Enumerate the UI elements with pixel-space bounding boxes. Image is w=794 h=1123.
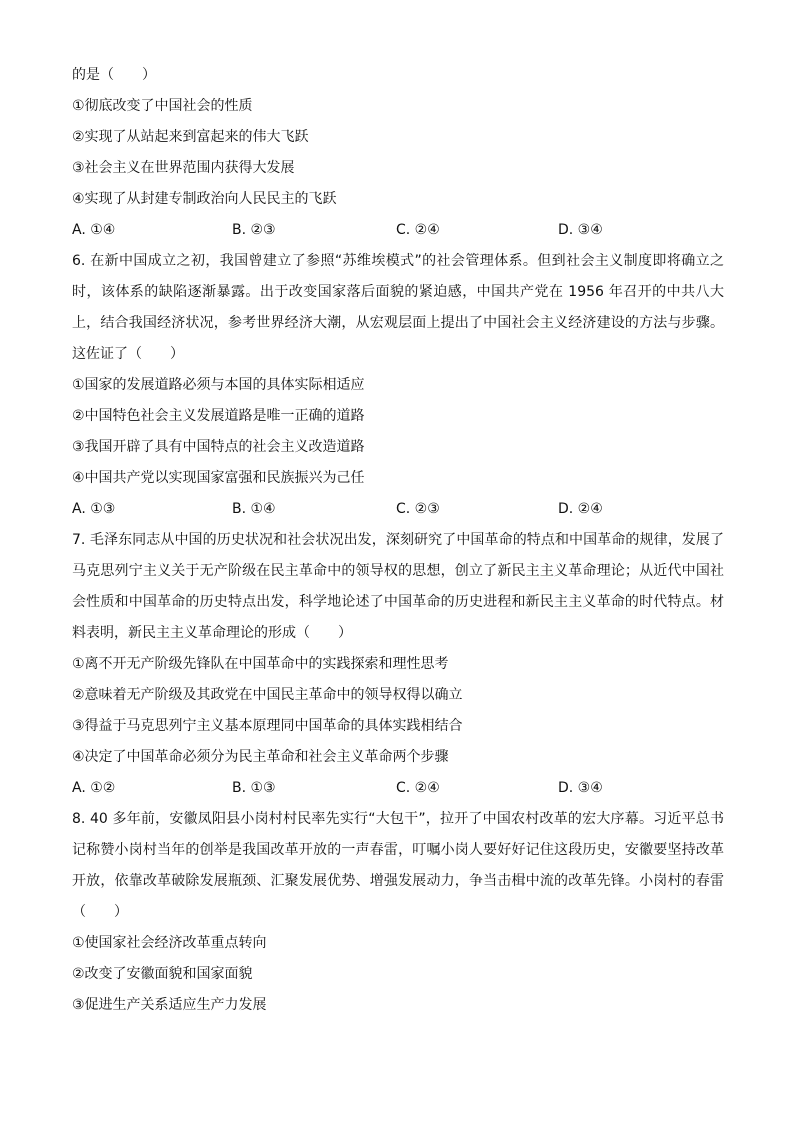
- q8-stem: 8. 40 多年前，安徽凤阳县小岗村村民率先实行“大包干”，拉开了中国农村改革的宏大序幕。习近平总书记称赞小岗村当年的创举是我国改革开放的一声春雷，叮嘱小岗人要好好记住这段历史，安徽要坚持改革开放，依靠改革破除发展瓶颈、汇聚发展优势、增强发展动力，争当击楫中流的改革先锋。小岗村的春雷（ ）: [72, 811, 724, 920]
- q7-options: [72, 773, 724, 804]
- q8-item-1: ①使国家社会经济改革重点转向: [72, 935, 267, 951]
- q6-options: [72, 494, 724, 525]
- q6-item-4: ④中国共产党以实现国家富强和民族振兴为己任: [72, 470, 365, 486]
- q5-option-c: C. ②④: [396, 222, 440, 238]
- q6-stem: 6. 在新中国成立之初，我国曾建立了参照“苏维埃模式”的社会管理体系。但到社会主义制度即将确立之时，该体系的缺陷逐渐暴露。出于改变国家落后面貌的紧迫感，中国共产党在 1956 年召开的中共八大上，结合我国经济状况，参考世界经济大潮，从宏观层面上提出了中国社会主义经济建设的方法与步骤。这佐证了（ ）: [72, 253, 724, 362]
- q7-option-d: D. ③④: [558, 780, 603, 796]
- q7-item-2: ②意味着无产阶级及其政党在中国民主革命中的领导权得以确立: [72, 687, 463, 703]
- q6-item-3: ③我国开辟了具有中国特点的社会主义改造道路: [72, 439, 365, 455]
- q5-item-2: ②实现了从站起来到富起来的伟大飞跃: [72, 129, 309, 145]
- q7-stem: 7. 毛泽东同志从中国的历史状况和社会状况出发，深刻研究了中国革命的特点和中国革命的规律，发展了马克思列宁主义关于无产阶级在民主革命中的领导权的思想，创立了新民主主义革命理论；从近代中国社会性质和中国革命的历史特点出发，科学地论述了中国革命的历史进程和新民主主义革命的时代特点。材料表明，新民主主义革命理论的形成（ ）: [72, 532, 724, 641]
- q6-item-2: ②中国特色社会主义发展道路是唯一正确的道路: [72, 408, 365, 424]
- q6-option-a: A. ①③: [72, 501, 116, 517]
- q5-option-d: D. ③④: [558, 222, 603, 238]
- q7-option-c: C. ②④: [396, 780, 440, 796]
- q7-item-3: ③得益于马克思列宁主义基本原理同中国革命的具体实践相结合: [72, 718, 463, 734]
- q8-item-3: ③促进生产关系适应生产力发展: [72, 997, 267, 1013]
- page-content: [72, 60, 724, 1021]
- q5-item-4: ④实现了从封建专制政治向人民民主的飞跃: [72, 191, 337, 207]
- q6-option-d: D. ②④: [558, 501, 603, 517]
- q7-item-4: ④决定了中国革命必须分为民主革命和社会主义革命两个步骤: [72, 749, 449, 765]
- q5-item-1: ①彻底改变了中国社会的性质: [72, 98, 253, 114]
- q8-item-2: ②改变了安徽面貌和国家面貌: [72, 966, 253, 982]
- q6-option-c: C. ②③: [396, 501, 440, 517]
- q7-item-1: ①离不开无产阶级先锋队在中国革命中的实践探索和理性思考: [72, 656, 449, 672]
- q5-options: [72, 215, 724, 246]
- q5-item-3: ③社会主义在世界范围内获得大发展: [72, 160, 295, 176]
- q6-option-b: B. ①④: [232, 501, 276, 517]
- q5-option-b: B. ②③: [232, 222, 276, 238]
- q7-option-b: B. ①③: [232, 780, 276, 796]
- q6-item-1: ①国家的发展道路必须与本国的具体实际相适应: [72, 377, 365, 393]
- q5-option-a: A. ①④: [72, 222, 116, 238]
- q5-stem-tail: 的是（ ）: [72, 67, 156, 83]
- q7-option-a: A. ①②: [72, 780, 116, 796]
